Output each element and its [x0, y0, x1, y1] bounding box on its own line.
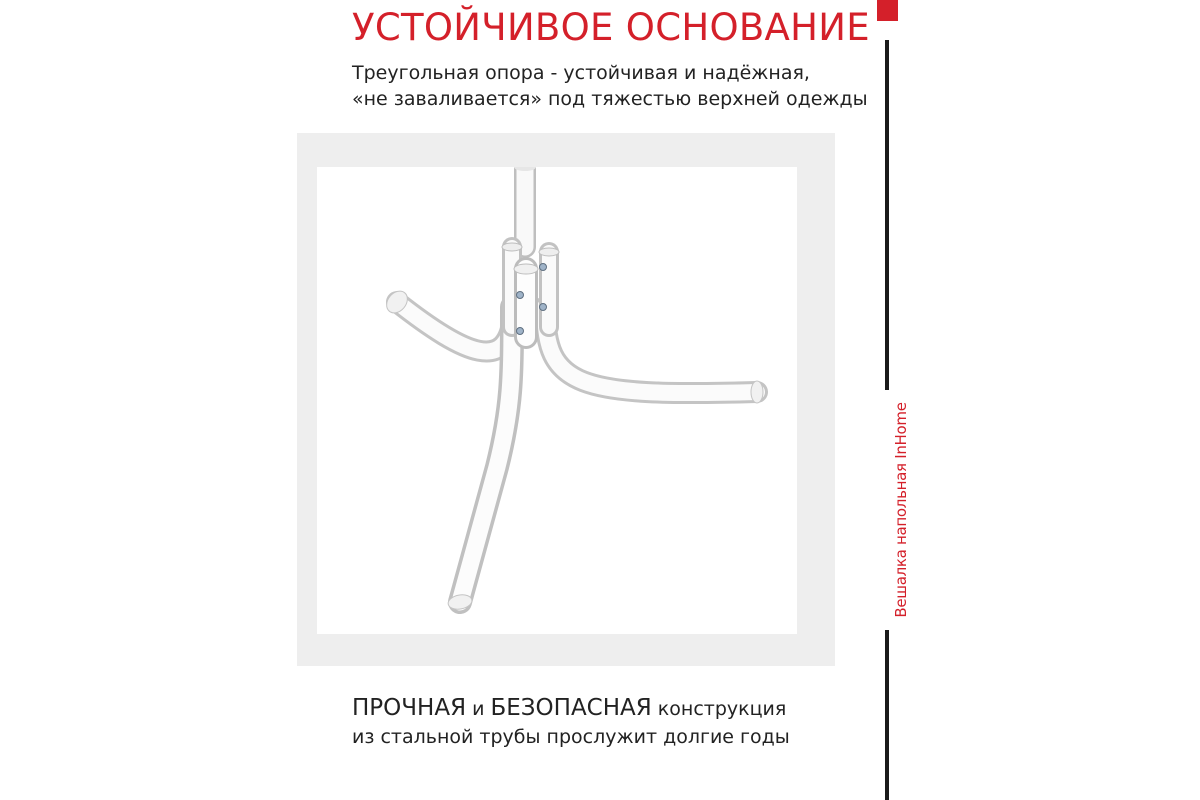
- product-photo-frame: [297, 133, 835, 666]
- subtitle-line-2: «не заваливается» под тяжестью верхней одежды: [352, 88, 868, 110]
- product-photo: [317, 167, 797, 634]
- description-line-2: из стальной трубы прослужит долгие годы: [352, 726, 790, 748]
- description-strong-1: ПРОЧНАЯ: [352, 695, 467, 721]
- description-line-1: [352, 694, 822, 723]
- page-title: УСТОЙЧИВОЕ ОСНОВАНИЕ: [352, 6, 870, 49]
- side-label: Вешалка напольная InHome: [892, 402, 910, 618]
- tripod-base-illustration: [317, 167, 797, 634]
- description: [352, 694, 822, 751]
- accent-square: [877, 0, 898, 21]
- description-rest: конструкция: [651, 698, 787, 720]
- side-label-box: [873, 390, 910, 630]
- subtitle: [352, 60, 868, 112]
- description-strong-2: БЕЗОПАСНАЯ: [490, 695, 652, 721]
- description-conjunction: и: [466, 698, 491, 720]
- subtitle-line-1: Треугольная опора - устойчивая и надёжная,: [352, 62, 810, 84]
